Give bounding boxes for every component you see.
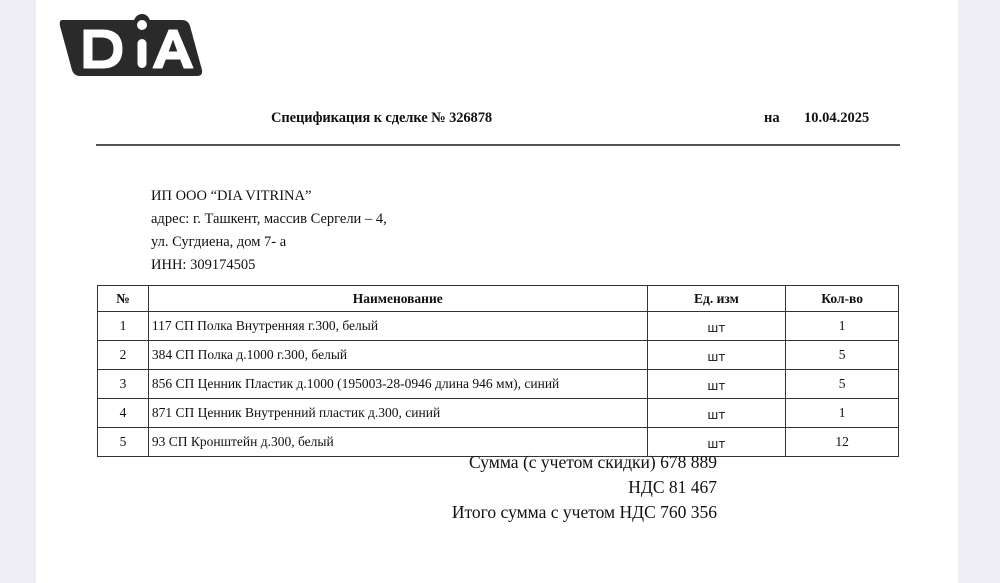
company-address-line1: адрес: г. Ташкент, массив Сергели – 4,	[151, 211, 387, 227]
item-name: 384 СП Полка д.1000 г.300, белый	[148, 341, 647, 370]
item-quantity: 12	[786, 428, 899, 457]
item-name: 93 СП Кронштейн д.300, белый	[148, 428, 647, 457]
specification-table	[97, 285, 899, 457]
totals-block	[452, 450, 717, 525]
table-header-row	[98, 286, 899, 312]
row-number: 4	[98, 399, 149, 428]
table-row	[98, 341, 899, 370]
item-unit: шт	[647, 370, 786, 399]
company-address-line2: ул. Сугдиена, дом 7- а	[151, 234, 287, 250]
item-unit: шт	[647, 428, 786, 457]
vat-amount: НДС 81 467	[628, 477, 717, 497]
row-number: 2	[98, 341, 149, 370]
header-divider	[96, 144, 900, 146]
item-name: 856 СП Ценник Пластик д.1000 (195003-28-0946 длина 946 мм), синий	[148, 370, 647, 399]
column-header-unit: Ед. изм	[647, 286, 786, 312]
column-header-quantity: Кол-во	[786, 286, 899, 312]
item-name: 117 СП Полка Внутренняя г.300, белый	[148, 312, 647, 341]
item-name: 871 СП Ценник Внутренний пластик д.300, синий	[148, 399, 647, 428]
table-row	[98, 370, 899, 399]
document-title: Спецификация к сделке № 326878	[271, 110, 492, 126]
column-header-number: №	[98, 286, 149, 312]
company-inn: ИНН: 309174505	[151, 257, 256, 273]
row-number: 5	[98, 428, 149, 457]
item-quantity: 1	[786, 312, 899, 341]
item-unit: шт	[647, 312, 786, 341]
item-quantity: 5	[786, 370, 899, 399]
item-unit: шт	[647, 399, 786, 428]
company-name: ИП ООО “DIA VITRINA”	[151, 188, 312, 204]
table-row	[98, 312, 899, 341]
column-header-name: Наименование	[148, 286, 647, 312]
table-row	[98, 399, 899, 428]
item-unit: шт	[647, 341, 786, 370]
company-info	[151, 185, 387, 277]
item-quantity: 1	[786, 399, 899, 428]
item-quantity: 5	[786, 341, 899, 370]
document-date: 10.04.2025	[804, 110, 870, 126]
row-number: 1	[98, 312, 149, 341]
grand-total: Итого сумма с учетом НДС 760 356	[451, 502, 717, 522]
subtotal-with-discount: Сумма (с учетом скидки) 678 889	[469, 452, 717, 472]
dia-logo-icon	[58, 12, 204, 82]
date-label: на	[764, 110, 780, 126]
row-number: 3	[98, 370, 149, 399]
